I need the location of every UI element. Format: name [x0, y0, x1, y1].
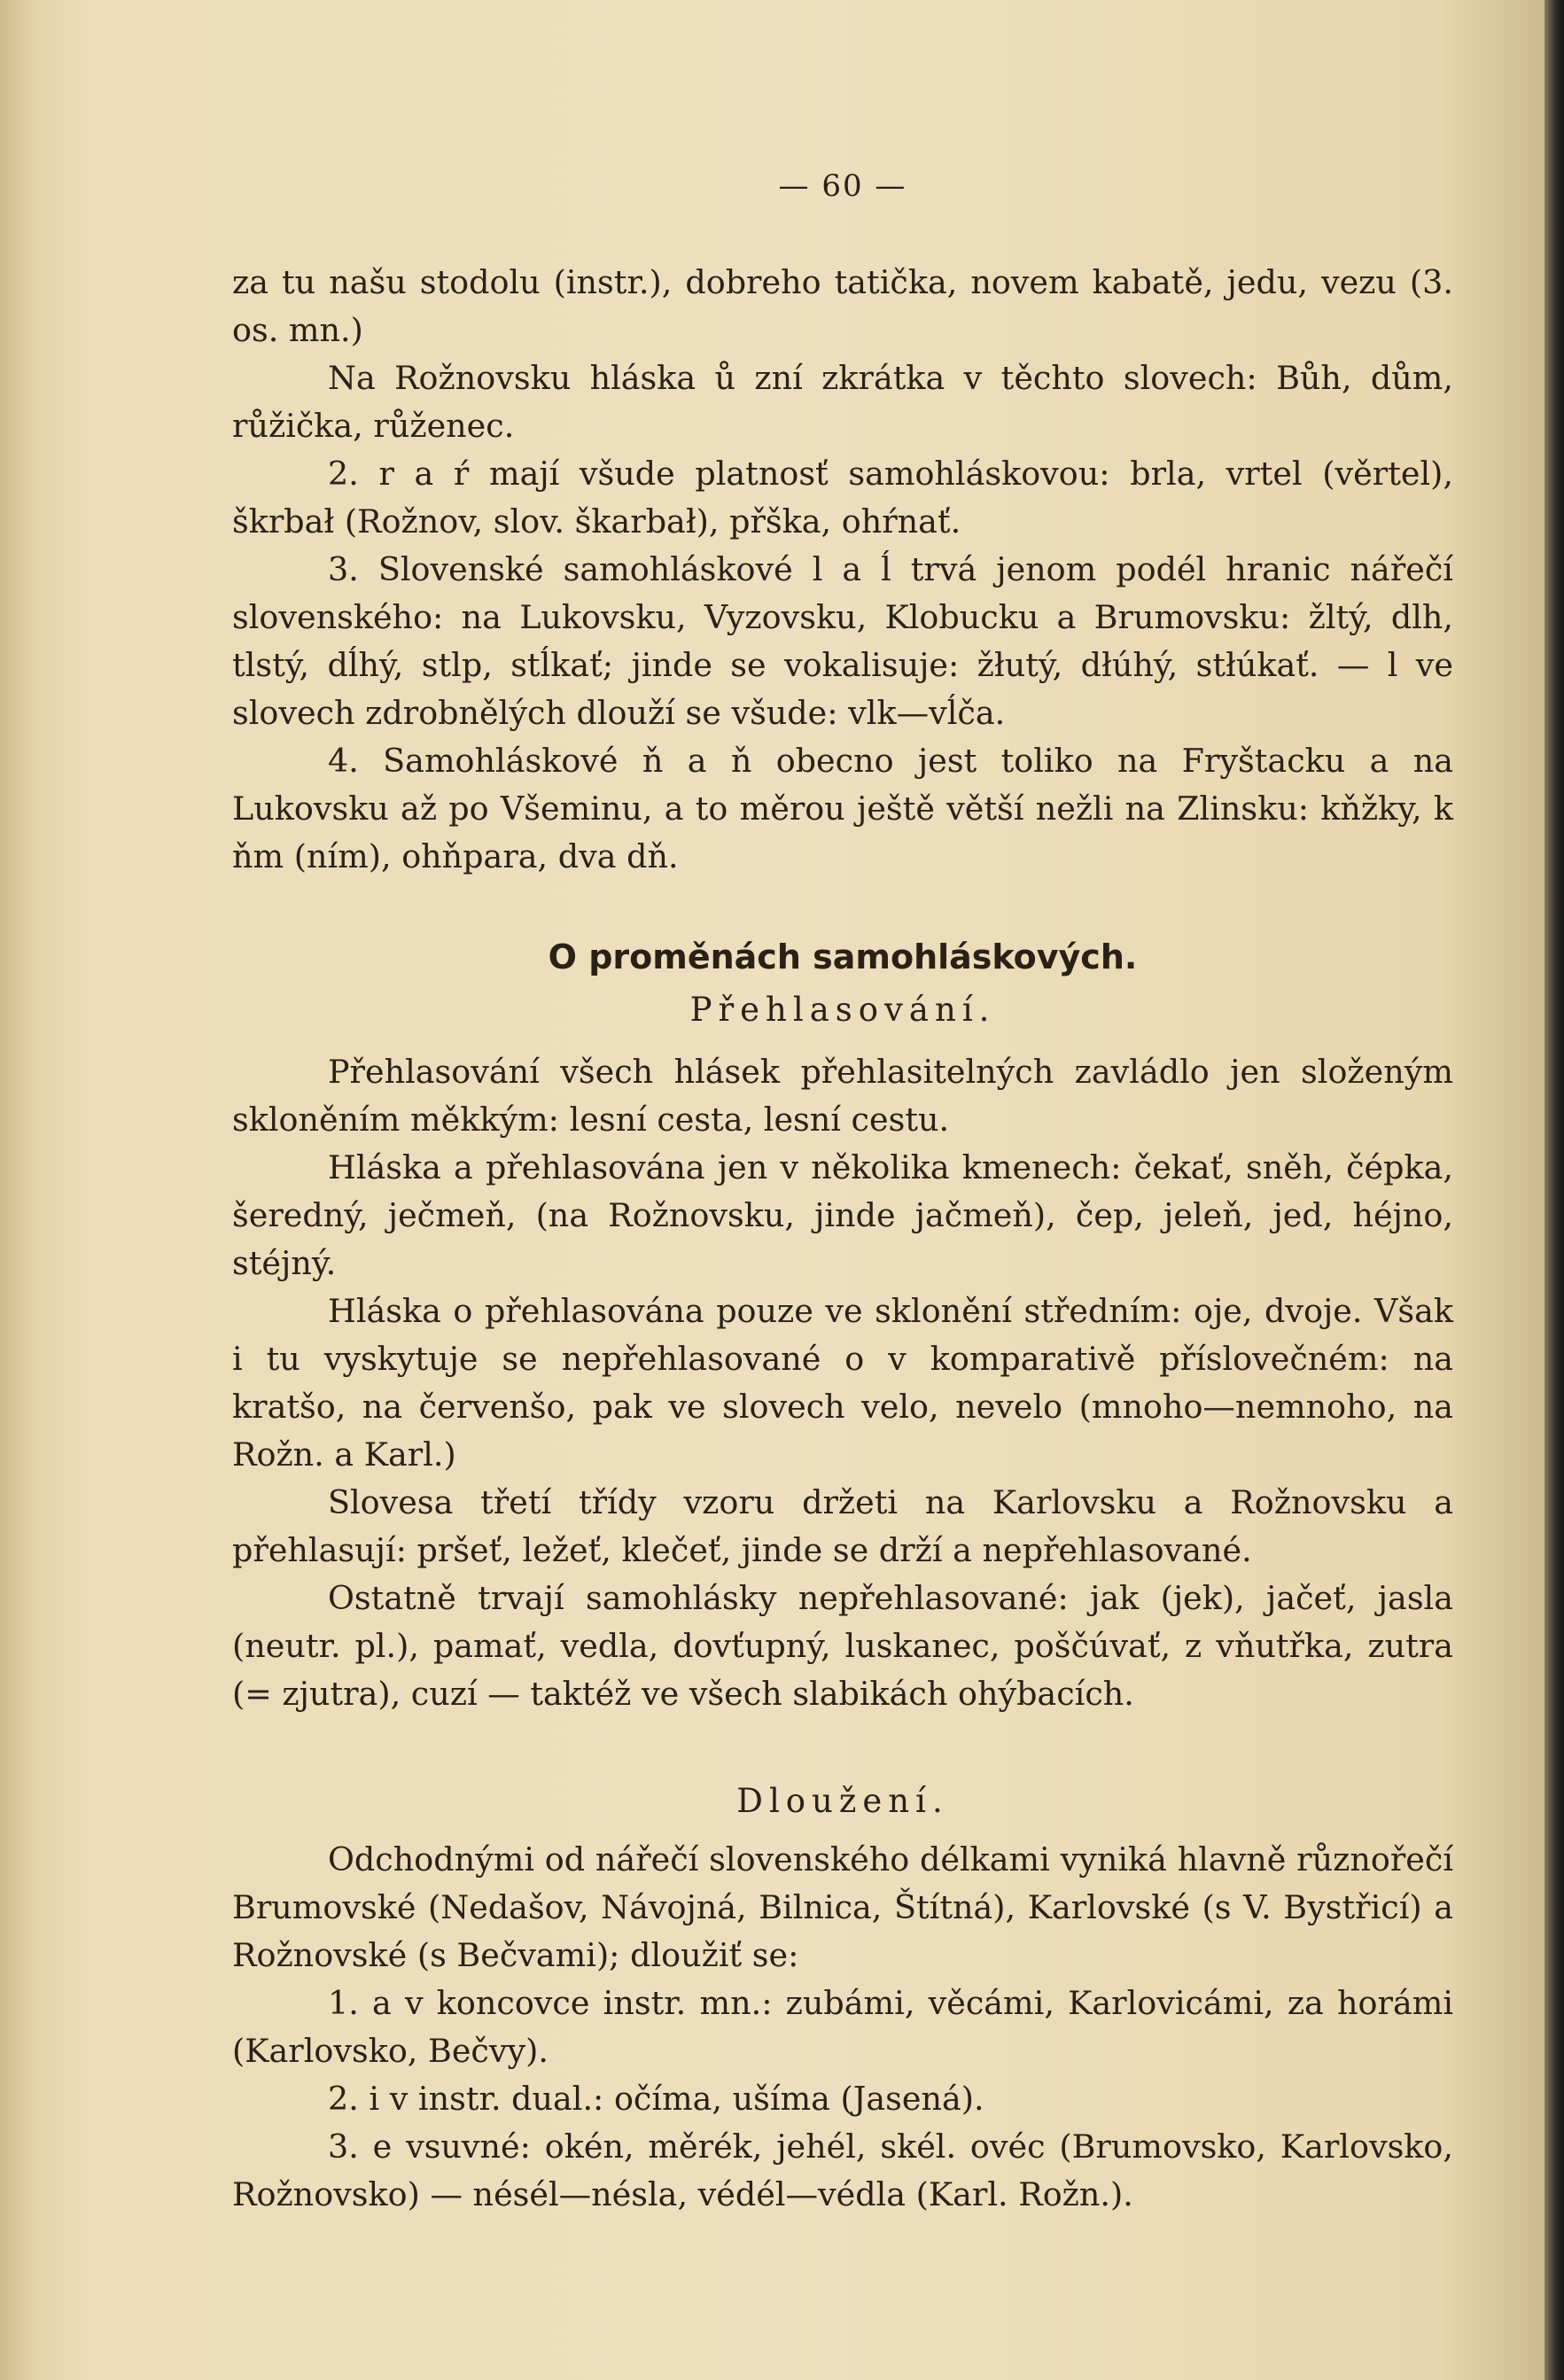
paragraph: Přehlasování všech hlásek přehlasitelných zavládlo jen složeným skloněním měkkým: lesní cesta, lesní cestu.: [232, 1053, 1453, 1139]
page-number: — 60 —: [778, 168, 907, 204]
list-item: 2. i v instr. dual.: očíma, ušíma (Jasená).: [328, 2080, 984, 2118]
paragraph: Slovesa třetí třídy vzoru držeti na Karlovsku a Rožnovsku a přehlasují: pršeť, ležeť, klečeť, jinde se drží a nepřehlasované.: [232, 1483, 1453, 1569]
paragraph: za tu našu stodolu (instr.), dobreho tatička, novem kabatě, jedu, vezu (3. os. mn.): [232, 263, 1453, 349]
paragraph: Hláska o přehlasována pouze ve sklonění středním: oje, dvoje. Však i tu vyskytuje se nepřehlasované o v komparativě příslovečném: na kratšo, na červenšo, pak ve slovech velo, nevelo (mnoho—nemnoho, na Rožn. a Karl.): [232, 1292, 1453, 1474]
paragraph: 2. r a ŕ mají všude platnosť samohláskovou: brla, vrtel (věrtel), škrbał (Rožnov, slov. škarbał), přška, ohŕnať.: [232, 455, 1453, 541]
paragraph: 3. Slovenské samohláskové l a ĺ trvá jenom podél hranic nářečí slovenského: na Lukovsku, Vyzovsku, Klobucku a Brumovsku: žltý, dlh, tlstý, dĺhý, stlp, stĺkať; jinde se vokalisuje: žłutý, dłúhý, stłúkať. — l ve slovech zdrobnělých dlouží se všude: vlk—vĺča.: [232, 550, 1453, 732]
subheading-prehlasovani: Přehlasování.: [689, 991, 996, 1029]
paragraph: Hláska a přehlasována jen v několika kmenech: čekať, sněh, čépka, šeredný, ječmeň, (na Rožnovsku, jinde jačmeň), čep, jeleň, jed, héjno, stéjný.: [232, 1148, 1453, 1282]
book-spine: [1545, 0, 1564, 2380]
page-shadow: [0, 0, 35, 2380]
list-item: 1. a v koncovce instr. mn.: zubámi, věcámi, Karlovicámi, za horámi (Karlovsko, Bečvy).: [232, 1984, 1453, 2070]
paragraph: Ostatně trvají samohlásky nepřehlasované: jak (jek), jačeť, jasla (neutr. pl.), pamať, vedla, dovťupný, luskanec, poščúvať, z vňutřka, zutra (= zjutra), cuzí — taktéž ve všech slabikách ohýbacích.: [232, 1579, 1453, 1713]
paragraph: Odchodnými od nářečí slovenského délkami vyniká hlavně různořečí Brumovské (Nedašov, Návojná, Bilnica, Štítná), Karlovské (s V. Bystřicí) a Rožnovské (s Bečvami); dloužiť se:: [232, 1840, 1453, 1974]
subheading-dlouzeni: Dloužení.: [736, 1782, 949, 1820]
page-content: [232, 168, 1453, 2219]
paragraph: 4. Samohláskové ň a ň obecno jest toliko na Fryštacku a na Lukovsku až po Všeminu, a to měrou ještě větší nežli na Zlinsku: kňžky, k ňm (ním), ohňpara, dva dň.: [232, 742, 1453, 875]
list-item: 3. e vsuvné: okén, měrék, jehél, skél. ovéc (Brumovsko, Karlovsko, Rožnovsko) — nésél—nésla, védél—védla (Karl. Rožn.).: [232, 2127, 1453, 2213]
paragraph: Na Rožnovsku hláska ů zní zkrátka v těchto slovech: Bůh, dům, růžička, růženec.: [232, 359, 1453, 445]
section-heading: O proměnách samohláskových.: [548, 937, 1138, 976]
